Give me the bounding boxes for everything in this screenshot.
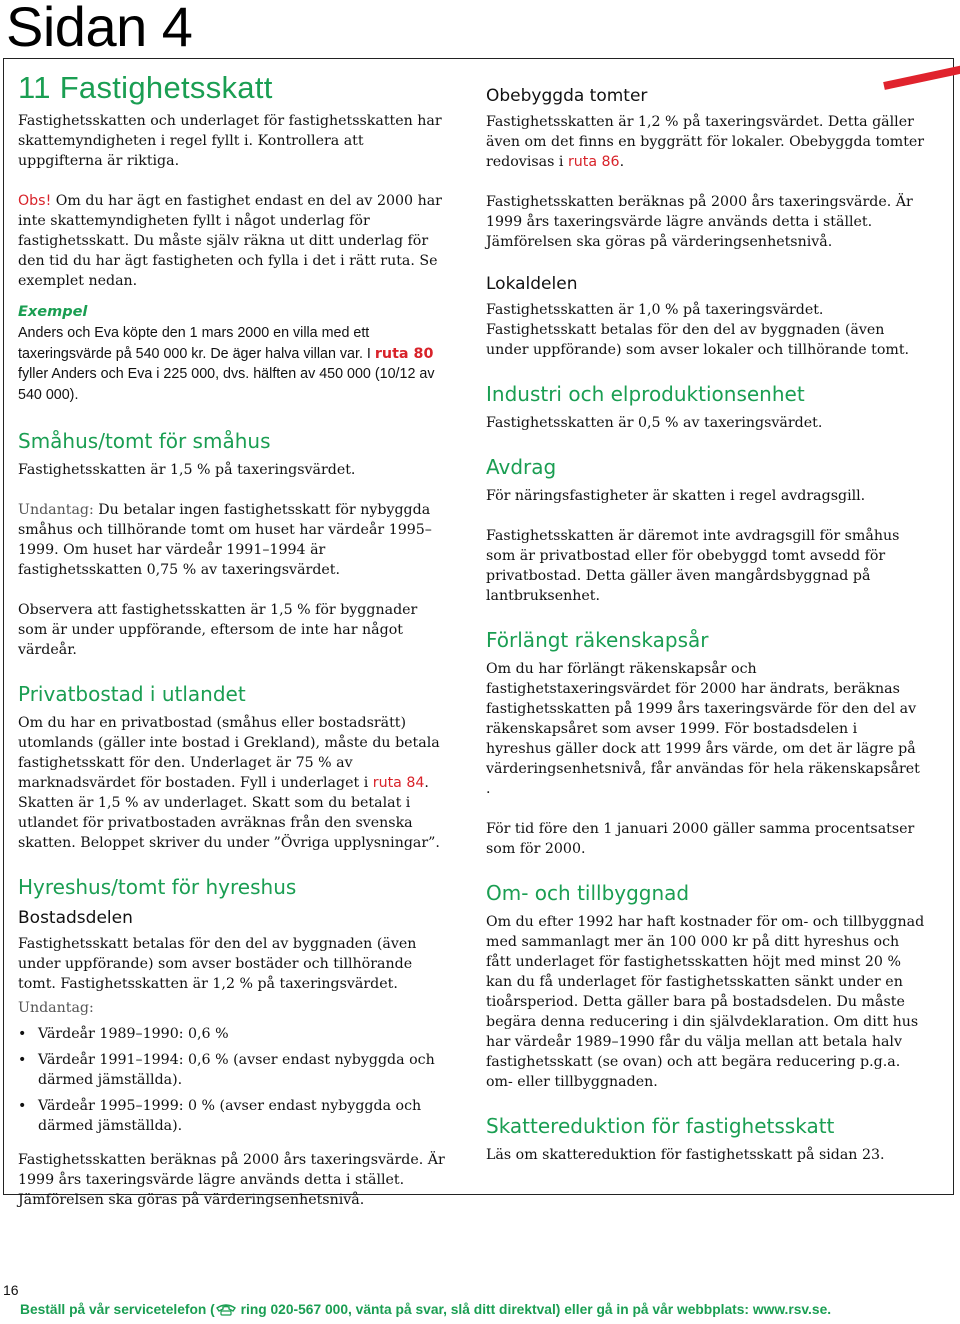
list-item-text: Värdeår 1995–1999: 0 % (avser endast nybyggda och därmed jämställda).: [38, 1098, 422, 1134]
heading-smahus: Småhus/tomt för småhus: [18, 429, 271, 453]
example-ruta-ref: ruta 80: [374, 345, 434, 362]
obebyggda-paragraph-2: Fastighetsskatten beräknas på 2000 års taxeringsvärde. Är 1999 års taxeringsvärde lägre används detta i stället. Jämförelsen ska göras på värderingsenhetsnivå.: [486, 194, 913, 250]
privat-text-part1: Om du har en privatbostad (småhus eller bostadsrätt) utomlands (gäller inte bostad i Grekland), måste du betala fastighetsskatt för den. Underlaget är 75 % av marknadsvärdet för bostaden. Fyll i underlaget i: [18, 715, 440, 791]
obs-text: Om du har ägt en fastighet endast en del av 2000 har inte skattemyndigheten fyllt i något underlag för fastighetsskatt. Du måste själv räkna ut ditt underlag för den tid du har ägt fastigheten och fylla i det i rätt ruta. Se exemplet nedan.: [18, 193, 442, 289]
bostadsdelen-paragraph-2: Fastighetsskatten beräknas på 2000 års taxeringsvärde. Är 1999 års taxeringsvärde lägre används detta i stället. Jämförelsen ska göras på värderingsenhetsnivå.: [18, 1152, 445, 1208]
footer-text-after: ring 020-567 000, vänta på svar, slå ditt direktval) eller gå in på vår webbplats: www.rsv.se.: [236, 1302, 832, 1317]
page-header-title: Sidan 4: [6, 0, 193, 58]
heading-bostadsdelen: Bostadsdelen: [18, 908, 133, 928]
heading-om-tillbyggnad: Om- och tillbyggnad: [486, 881, 690, 905]
skattereduktion-paragraph: Läs om skattereduktion för fastighetsskatt på sidan 23.: [486, 1147, 885, 1163]
obebyggda-text-part2: .: [619, 154, 625, 170]
lokaldelen-paragraph: Fastighetsskatten är 1,0 % på taxeringsvärdet. Fastighetsskatt betalas för den del av byggnaden (även under uppförande) som avser lokaler och tillhörande tomt.: [486, 302, 910, 358]
heading-skattereduktion: Skattereduktion för fastighetsskatt: [486, 1114, 835, 1138]
list-item: [18, 1024, 446, 1044]
heading-industri: Industri och elproduktionsenhet: [486, 382, 805, 406]
bullet-icon: •: [18, 1098, 27, 1114]
phone-icon: [215, 1303, 237, 1316]
heading-lokaldelen: Lokaldelen: [486, 274, 578, 294]
smahus-paragraph-3: Observera att fastighetsskatten är 1,5 % för byggnader som är under uppförande, eftersom de inte har något värdeår.: [18, 602, 418, 658]
obebyggda-ruta-ref: ruta 86: [567, 154, 620, 170]
heading-forlangt: Förlängt räkenskapsår: [486, 628, 709, 652]
industri-paragraph: Fastighetsskatten är 0,5 % av taxeringsvärdet.: [486, 415, 823, 431]
heading-hyreshus: Hyreshus/tomt för hyreshus: [18, 875, 297, 899]
privat-text-part2: . Skatten är 1,5 % av underlaget. Skatt som du betalat i utlandet för privatbostaden avräknas från den svenska skatten. Beloppet skriver du under ”Övriga upplysningar”.: [18, 775, 440, 851]
intro-paragraph: Fastighetsskatten och underlaget för fastighetsskatten har skattemyndigheten i regel fyllt i. Kontrollera att uppgifterna är riktiga.: [18, 113, 442, 169]
heading-obebyggda: Obebyggda tomter: [486, 86, 648, 106]
list-item: [18, 1050, 446, 1090]
smahus-undantag-text: Du betalar ingen fastighetsskatt för nybyggda småhus och tillhörande tomt om huset har värdeår 1995–1999. Om huset har värdeår 1991–1994 är fastighetsskatten 0,75 % av taxeringsvärdet.: [18, 502, 432, 578]
footer-text-before: Beställ på vår servicetelefon (: [20, 1302, 215, 1317]
privat-paragraph: [18, 713, 446, 853]
page-number: 16: [3, 1282, 19, 1298]
list-item: [18, 1096, 446, 1136]
undantag-list: [18, 1024, 446, 1136]
bullet-icon: •: [18, 1052, 27, 1068]
privat-ruta-ref: ruta 84: [372, 775, 425, 791]
section-title-fastighetsskatt: 11 Fastighetsskatt: [18, 70, 273, 105]
bostadsdelen-paragraph-1: Fastighetsskatt betalas för den del av byggnaden (även under uppförande) som avser bostäder och tillhörande tomt. Fastighetsskatten är 1,2 % på taxeringsvärdet.: [18, 936, 417, 992]
obebyggda-paragraph-1: [486, 112, 926, 172]
example-text: [18, 323, 446, 405]
om-tillbyggnad-paragraph: Om du efter 1992 har haft kostnader för om- och tillbyggnad med sammanlagt mer än 100 000 kr på ditt hyreshus och fått underlaget för fastighetsskatten höjt med minst 20 % kan du få underlaget för fastighetsskatten sänkt under en tioårsperiod. Detta gäller bara på bostadsdelen. Du måste begära denna reducering i din självdeklaration. Om ditt hus har värdeår 1989–1990 får du välja mellan att betala halv fastighetsskatt (se ovan) och att begära reducering p.g.a. om- eller tillbyggnaden.: [486, 914, 925, 1090]
bullet-icon: •: [18, 1026, 27, 1042]
example-box: [18, 301, 446, 405]
obs-label: Obs!: [18, 193, 52, 209]
example-text-part1: Anders och Eva köpte den 1 mars 2000 en villa med ett taxeringsvärde på 540 000 kr. De äger halva villan var. I: [18, 325, 375, 362]
list-item-text: Värdeår 1989–1990: 0,6 %: [38, 1026, 229, 1042]
obebyggda-text-part1: Fastighetsskatten är 1,2 % på taxeringsvärdet. Detta gäller även om det finns en byggrätt för lokaler. Obebyggda tomter redovisas i: [486, 114, 925, 170]
forlangt-paragraph-1: Om du har förlängt räkenskapsår och fastighetstaxeringsvärdet för 2000 har ändrats, beräknas fastighetsskatten på 1999 års taxeringsvärde för den del av räkenskapsåret som avser 1999. För bostadsdelen i hyreshus gäller dock att 1999 års värde, om det är lägre på värderingsenhetsnivå, får användas för hela räkenskapsåret .: [486, 661, 920, 797]
forlangt-paragraph-2: För tid före den 1 januari 2000 gäller samma procentsatser som för 2000.: [486, 821, 915, 857]
obs-paragraph: [18, 191, 446, 291]
avdrag-paragraph-2: Fastighetsskatten är däremot inte avdragsgill för småhus som är privatbostad eller för obebyggd tomt avsedd för privatbostad. Detta gäller även mangårdsbyggnad på lantbruksenhet.: [486, 528, 900, 604]
example-text-part2: fyller Anders och Eva i 225 000, dvs. hälften av 450 000 (10/12 av 540 000).: [18, 366, 435, 403]
undantag-label: Undantag:: [18, 1000, 94, 1016]
example-title: Exempel: [18, 304, 88, 320]
list-item-text: Värdeår 1991–1994: 0,6 % (avser endast nybyggda och därmed jämställda).: [38, 1052, 435, 1088]
smahus-undantag-label: Undantag:: [18, 502, 94, 518]
avdrag-paragraph-1: För näringsfastigheter är skatten i regel avdragsgill.: [486, 488, 866, 504]
left-column: [18, 70, 446, 1230]
heading-avdrag: Avdrag: [486, 455, 557, 479]
right-column: [486, 84, 926, 1185]
heading-privatbostad: Privatbostad i utlandet: [18, 682, 246, 706]
footer-service-line: [20, 1302, 950, 1317]
smahus-paragraph-1: Fastighetsskatten är 1,5 % på taxeringsvärdet.: [18, 462, 356, 478]
smahus-paragraph-2: [18, 500, 446, 580]
